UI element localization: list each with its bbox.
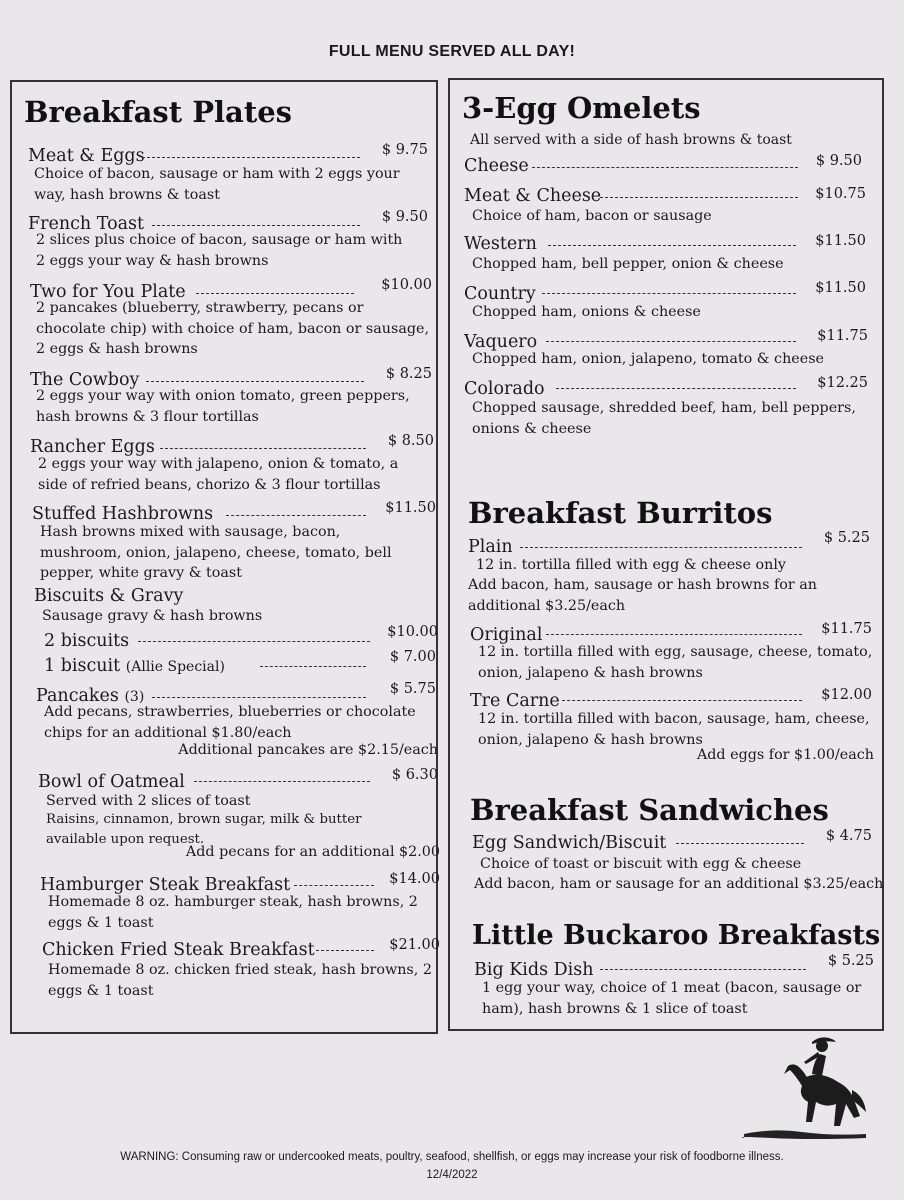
section-title-sandwiches: Breakfast Sandwiches (470, 793, 829, 827)
leader-dots (546, 634, 802, 635)
item-description: Choice of ham, bacon or sausage (472, 208, 712, 224)
item-price: $10.00 (387, 624, 438, 640)
pancakes-name: Pancakes (36, 686, 119, 706)
item-description: Add pecans, strawberries, blueberries or chocolate chips for an additional $1.80/each (44, 704, 416, 741)
section-title-omelets: 3-Egg Omelets (462, 91, 701, 125)
item-description: Homemade 8 oz. hamburger steak, hash browns, 2 eggs & 1 toast (48, 894, 418, 931)
leader-dots (146, 381, 364, 382)
biscuit-option-1 (44, 656, 225, 677)
option-note: (Allie Special) (125, 659, 225, 675)
item-price: $11.75 (821, 621, 872, 637)
item-description: Chopped ham, onions & cheese (472, 304, 701, 320)
leader-dots (196, 293, 354, 294)
item-description: 12 in. tortilla filled with egg, sausage, cheese, tomato, onion, jalapeno & hash browns (478, 644, 873, 681)
leader-dots (152, 225, 360, 226)
leader-dots (194, 781, 370, 782)
leader-dots (260, 666, 366, 667)
item-name: Bowl of Oatmeal (38, 772, 185, 792)
footer (0, 1148, 904, 1184)
item-price: $ 4.75 (825, 828, 872, 844)
section-title-breakfast-plates: Breakfast Plates (24, 95, 292, 129)
leader-dots (556, 388, 796, 389)
item-price: $11.50 (815, 233, 866, 249)
item-price: $ 6.30 (391, 767, 438, 783)
item-price: $ 8.25 (385, 366, 432, 382)
item-name: Colorado (464, 379, 545, 399)
item-description: Served with 2 slices of toast (46, 793, 251, 809)
section-subtitle: All served with a side of hash browns & toast (470, 132, 792, 148)
item-price: $11.75 (817, 328, 868, 344)
item-price: $ 5.75 (389, 681, 436, 697)
item-name: Tre Carne (470, 691, 560, 711)
breakfast-plates-panel (10, 80, 438, 1034)
item-description: Chopped ham, bell pepper, onion & cheese (472, 256, 784, 272)
leader-dots (542, 293, 796, 294)
item-price: $11.50 (385, 500, 436, 516)
item-description-extra: Add bacon, ham or sausage for an additional $3.25/each (474, 876, 884, 892)
item-price: $ 9.75 (381, 142, 428, 158)
item-price: $ 9.50 (815, 153, 862, 169)
item-name: Cheese (464, 156, 529, 176)
item-name: The Cowboy (30, 370, 140, 390)
leader-dots (138, 641, 370, 642)
item-name: Rancher Eggs (30, 437, 155, 457)
item-price: $12.25 (817, 375, 868, 391)
leader-dots (600, 969, 806, 970)
leader-dots (152, 697, 366, 698)
item-description: 1 egg your way, choice of 1 meat (bacon, sausage or ham), hash browns & 1 slice of toast (482, 980, 862, 1017)
section-title-burritos: Breakfast Burritos (468, 496, 773, 530)
item-description: 12 in. tortilla filled with egg & cheese only (476, 557, 786, 573)
item-name: Two for You Plate (30, 282, 186, 302)
item-price: $12.00 (821, 687, 872, 703)
item-name: Chicken Fried Steak Breakfast (42, 940, 315, 960)
item-name: Hamburger Steak Breakfast (40, 875, 291, 895)
item-description: Sausage gravy & hash browns (42, 608, 263, 624)
biscuit-option-2: 2 biscuits (44, 631, 130, 651)
item-description-extra: Add bacon, ham, sausage or hash browns for an additional $3.25/each (468, 577, 817, 614)
right-panel (448, 78, 884, 1031)
item-description: 2 slices plus choice of bacon, sausage or ham with 2 eggs your way & hash browns (36, 232, 403, 269)
item-name: Plain (468, 537, 513, 557)
burritos-note: Add eggs for $1.00/each (696, 747, 874, 763)
item-price: $10.00 (381, 277, 432, 293)
item-price: $11.50 (815, 280, 866, 296)
item-price: $14.00 (389, 871, 440, 887)
item-name: Vaquero (464, 332, 538, 352)
leader-dots (546, 341, 796, 342)
leader-dots (226, 515, 366, 516)
item-price: $21.00 (389, 937, 440, 953)
item-description: Choice of toast or biscuit with egg & cheese (480, 856, 802, 872)
item-description: Chopped ham, onion, jalapeno, tomato & cheese (472, 351, 824, 367)
leader-dots (142, 157, 360, 158)
leader-dots (160, 448, 366, 449)
item-price: $10.75 (815, 186, 866, 202)
item-description: Homemade 8 oz. chicken fried steak, hash browns, 2 eggs & 1 toast (48, 962, 432, 999)
item-description: 2 eggs your way with onion tomato, green peppers, hash browns & 3 flour tortillas (36, 388, 410, 425)
item-description-extra: Raisins, cinnamon, brown sugar, milk & butter available upon request. (46, 812, 362, 847)
item-description: Chopped sausage, shredded beef, ham, bell peppers, onions & cheese (472, 400, 856, 437)
item-description: 2 eggs your way with jalapeno, onion & tomato, a side of refried beans, chorizo & 3 flour tortillas (38, 456, 399, 493)
item-description: 12 in. tortilla filled with bacon, sausage, ham, cheese, onion, jalapeno & hash browns (478, 711, 870, 748)
item-note: Additional pancakes are $2.15/each (178, 742, 438, 758)
item-price: $ 9.50 (381, 209, 428, 225)
item-price: $ 7.00 (389, 649, 436, 665)
food-warning: WARNING: Consuming raw or undercooked meats, poultry, seafood, shellfish, or eggs may increase your risk of foodborne illness. (120, 1151, 784, 1163)
leader-dots (532, 167, 798, 168)
item-price: $ 5.25 (827, 953, 874, 969)
item-name: Original (470, 625, 543, 645)
leader-dots (676, 843, 804, 844)
leader-dots (548, 245, 796, 246)
option-name: 1 biscuit (44, 656, 121, 676)
item-price: $ 5.25 (823, 530, 870, 546)
item-name: Western (464, 234, 537, 254)
item-description: Hash browns mixed with sausage, bacon, mushroom, onion, jalapeno, cheese, tomato, bell pepper, white gravy & toast (40, 524, 392, 581)
item-description: 2 pancakes (blueberry, strawberry, pecans or chocolate chip) with choice of ham, bacon or sausage, 2 eggs & hash browns (36, 300, 429, 357)
item-name: Stuffed Hashbrowns (32, 504, 214, 524)
leader-dots (520, 547, 802, 548)
item-description: Choice of bacon, sausage or ham with 2 eggs your way, hash browns & toast (34, 166, 400, 203)
leader-dots (600, 197, 798, 198)
section-title-kids: Little Buckaroo Breakfasts (472, 920, 881, 951)
item-price: $ 8.50 (387, 433, 434, 449)
cowboy-on-horse-icon (742, 1030, 868, 1142)
item-name: Egg Sandwich/Biscuit (472, 833, 667, 853)
item-note: Add pecans for an additional $2.00 (185, 844, 440, 860)
item-name: Big Kids Dish (474, 960, 594, 980)
menu-banner: FULL MENU SERVED ALL DAY! (328, 43, 576, 60)
item-name: Country (464, 284, 536, 304)
item-name: Meat & Eggs (28, 146, 145, 166)
item-name: Biscuits & Gravy (34, 586, 184, 606)
pancakes-count: (3) (124, 689, 145, 705)
leader-dots (562, 700, 802, 701)
item-name: French Toast (28, 214, 145, 234)
menu-date: 12/4/2022 (426, 1169, 478, 1181)
item-name: Meat & Cheese (464, 186, 602, 206)
